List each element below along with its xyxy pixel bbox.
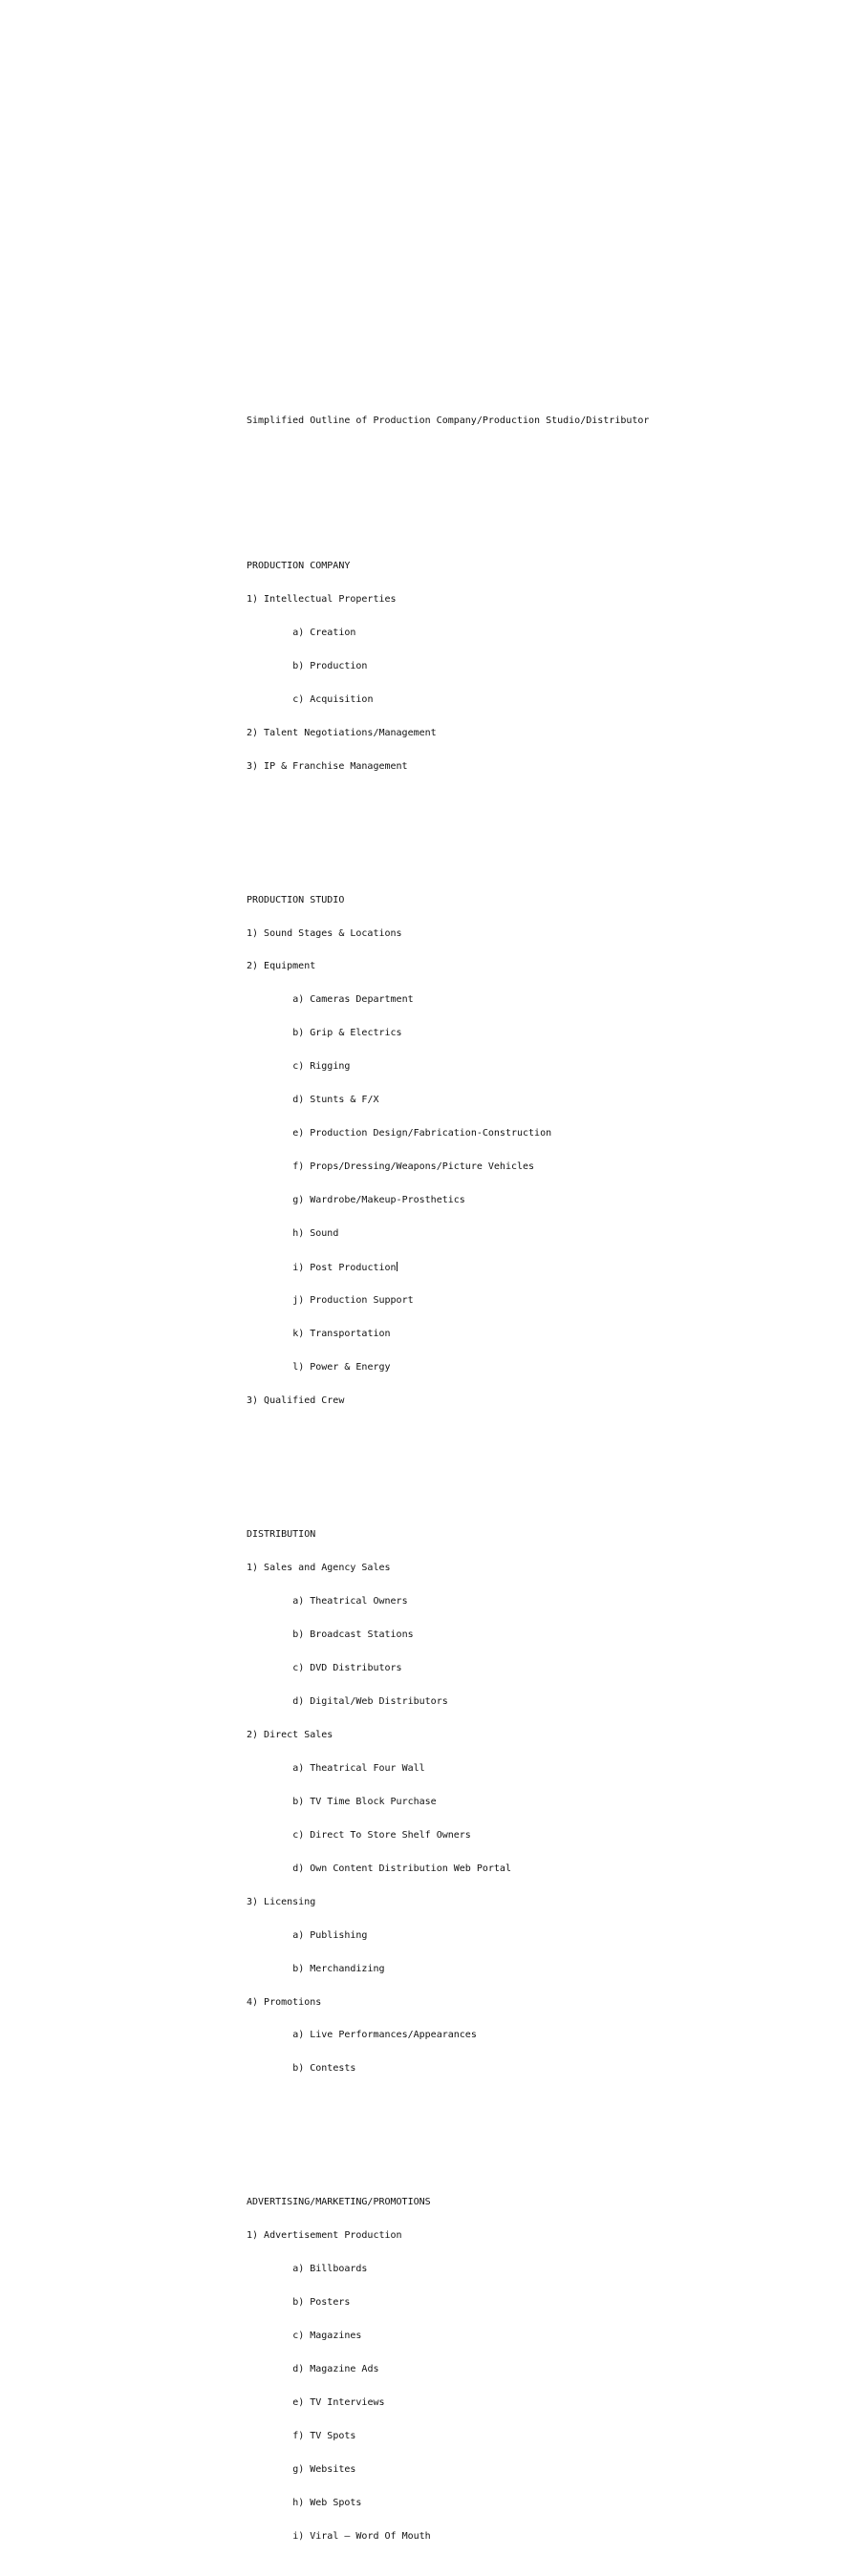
sub-list-item: a) Theatrical Owners — [292, 1595, 408, 1607]
sub-list-item: h) Web Spots — [292, 2498, 362, 2509]
blank-line — [247, 2119, 649, 2131]
sub-list-item: b) TV Time Block Purchase — [292, 1796, 437, 1807]
sub-list-item: k) Transportation — [292, 1329, 391, 1340]
sub-list-item-with-caret — [247, 1262, 649, 1273]
list-item: 1) Sales and Agency Sales — [247, 1562, 391, 1573]
text-cursor — [397, 1262, 398, 1271]
sub-list-item: d) Stunts & F/X — [292, 1095, 379, 1106]
section-distribution — [247, 1507, 649, 2097]
list-item: 3) Licensing — [247, 1896, 316, 1907]
list-item: 2) Direct Sales — [247, 1729, 333, 1740]
sub-list-item: c) DVD Distributors — [292, 1662, 402, 1673]
sub-list-item: d) Magazine Ads — [292, 2364, 379, 2375]
sub-list-item: c) Magazines — [292, 2331, 362, 2342]
sub-list-item: a) Live Performances/Appearances — [292, 2030, 477, 2041]
sub-list-item: c) Rigging — [292, 1061, 351, 1073]
blank-line — [247, 1451, 649, 1462]
sub-list-item: b) Merchandizing — [292, 1963, 385, 1974]
document-title: Simplified Outline of Production Company/Production Studio/Distributor — [247, 415, 650, 427]
sub-list-item: j) Production Support — [292, 1295, 414, 1307]
sub-list-item: e) Production Design/Fabrication-Construction — [292, 1128, 552, 1139]
sub-list-item: b) Posters — [292, 2297, 351, 2309]
list-item: 3) Qualified Crew — [247, 1395, 345, 1407]
sub-list-item: l) Power & Energy — [292, 1362, 391, 1373]
blank-line — [247, 482, 649, 494]
sub-list-item: b) Contests — [292, 2063, 356, 2075]
sub-list-item: i) Viral – Word Of Mouth — [292, 2531, 431, 2542]
sub-list-item: e) TV Interviews — [292, 2397, 385, 2409]
section-heading: ADVERTISING/MARKETING/PROMOTIONS — [247, 2197, 431, 2208]
blank-line — [247, 817, 649, 828]
section-heading: DISTRIBUTION — [247, 1528, 316, 1540]
sub-list-item: b) Production — [292, 660, 368, 671]
list-item: 4) Promotions — [247, 1996, 322, 2008]
list-item: 2) Equipment — [247, 961, 316, 972]
section-heading: PRODUCTION STUDIO — [247, 894, 345, 905]
sub-list-item: g) Wardrobe/Makeup-Prosthetics — [292, 1195, 465, 1206]
sub-list-item: a) Cameras Department — [292, 994, 414, 1006]
sub-list-item: c) Direct To Store Shelf Owners — [292, 1829, 471, 1841]
sub-list-item: b) Broadcast Stations — [292, 1629, 414, 1640]
list-item: 1) Sound Stages & Locations — [247, 927, 402, 939]
section-advertising-marketing-promotions — [247, 2175, 649, 2565]
sub-list-item: f) Props/Dressing/Weapons/Picture Vehicles — [292, 1161, 535, 1173]
list-item: 1) Intellectual Properties — [247, 593, 397, 605]
sub-list-item: a) Publishing — [292, 1929, 368, 1941]
blank-line — [247, 449, 649, 460]
sub-list-item-text: i) Post Production — [292, 1263, 397, 1274]
list-item: 1) Advertisement Production — [247, 2230, 402, 2242]
sub-list-item: a) Billboards — [292, 2264, 368, 2275]
section-heading: PRODUCTION COMPANY — [247, 560, 351, 571]
section-production-company — [247, 539, 649, 795]
list-item: 3) IP & Franchise Management — [247, 760, 408, 772]
sub-list-item: d) Own Content Distribution Web Portal — [292, 1863, 511, 1874]
sub-list-item: f) TV Spots — [292, 2431, 356, 2442]
sub-list-item: a) Creation — [292, 627, 356, 638]
list-item: 2) Talent Negotiations/Management — [247, 727, 437, 738]
sub-list-item: c) Acquisition — [292, 693, 374, 705]
sub-list-item: g) Websites — [292, 2464, 356, 2476]
sub-list-item: d) Digital/Web Distributors — [292, 1695, 448, 1707]
document-body[interactable] — [247, 394, 649, 2576]
section-production-studio — [247, 872, 649, 1429]
sub-list-item: h) Sound — [292, 1228, 339, 1240]
sub-list-item: a) Theatrical Four Wall — [292, 1762, 425, 1774]
sub-list-item: b) Grip & Electrics — [292, 1028, 402, 1039]
